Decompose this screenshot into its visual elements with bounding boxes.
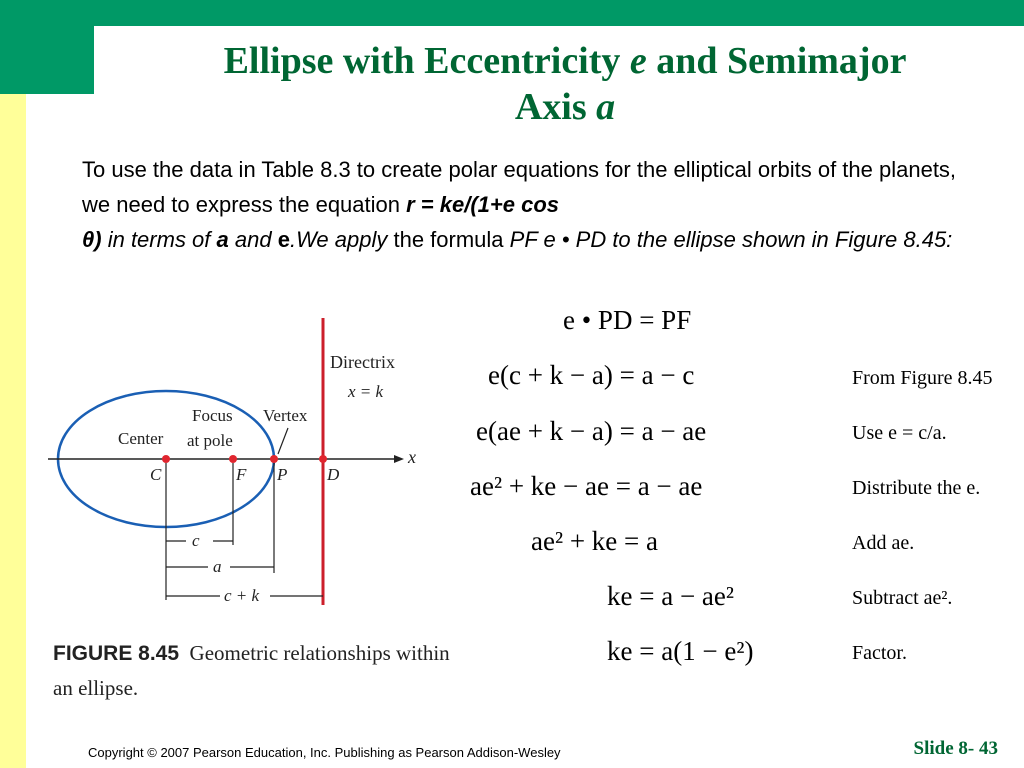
slide-title: Ellipse with Eccentricity e and Semimajor Axis a [223,40,907,128]
vertex-label: Vertex [263,406,308,425]
equation-2: e(c + k − a) = a − c [488,360,695,390]
point-C [162,455,170,463]
center-label: Center [118,429,164,448]
note-6: Subtract ae². [852,587,953,609]
equation-3: e(ae + k − a) = a − ae [476,416,707,446]
point-P [270,455,278,463]
point-P-label: P [277,465,288,484]
vertex-pointer [278,428,288,454]
x-axis-label: x [408,447,416,467]
note-3: Use e = c/a. [852,422,947,444]
point-F [229,455,237,463]
equation-5: ae² + ke = a [531,526,658,556]
point-D [319,455,327,463]
note-2: From Figure 8.45 [852,367,993,389]
equation-7: ke = a(1 − e²) [607,636,754,666]
point-C-label: C [150,465,162,484]
at-pole-label: at pole [187,431,233,450]
equation-4: ae² + ke − ae = a − ae [470,471,703,501]
dim-a-label: a [213,557,222,576]
slide-number: Slide 8- 43 [913,738,998,759]
equation-1: e • PD = PF [563,305,692,335]
note-4: Distribute the e. [852,477,981,499]
point-D-label: D [327,465,340,484]
directrix-label: Directrix [330,352,395,372]
point-F-label: F [236,465,247,484]
note-5: Add ae. [852,532,915,554]
dim-c-label: c [192,531,200,550]
focus-label: Focus [192,406,233,425]
directrix-equation: x = k [348,382,384,401]
figure-caption-text: Geometric relationships within an ellipse. [53,641,450,700]
copyright-footer: Copyright © 2007 Pearson Education, Inc. Publishing as Pearson Addison-Wesley [88,745,561,760]
equation-6: ke = a − ae² [607,581,734,611]
figure-number: FIGURE 8.45 [53,642,180,665]
note-7: Factor. [852,642,907,664]
x-axis-arrow [394,455,404,463]
dim-ck-label: c + k [224,586,260,605]
figure-caption [53,636,473,705]
body-paragraph: To use the data in Table 8.3 to create polar equations for the elliptical orbits of the planets, we need to express the equation r = ke/(1+e cos θ) in terms of a and e.We apply the formula PF e • PD to the ellipse shown in Figure 8.45: [82,157,957,252]
